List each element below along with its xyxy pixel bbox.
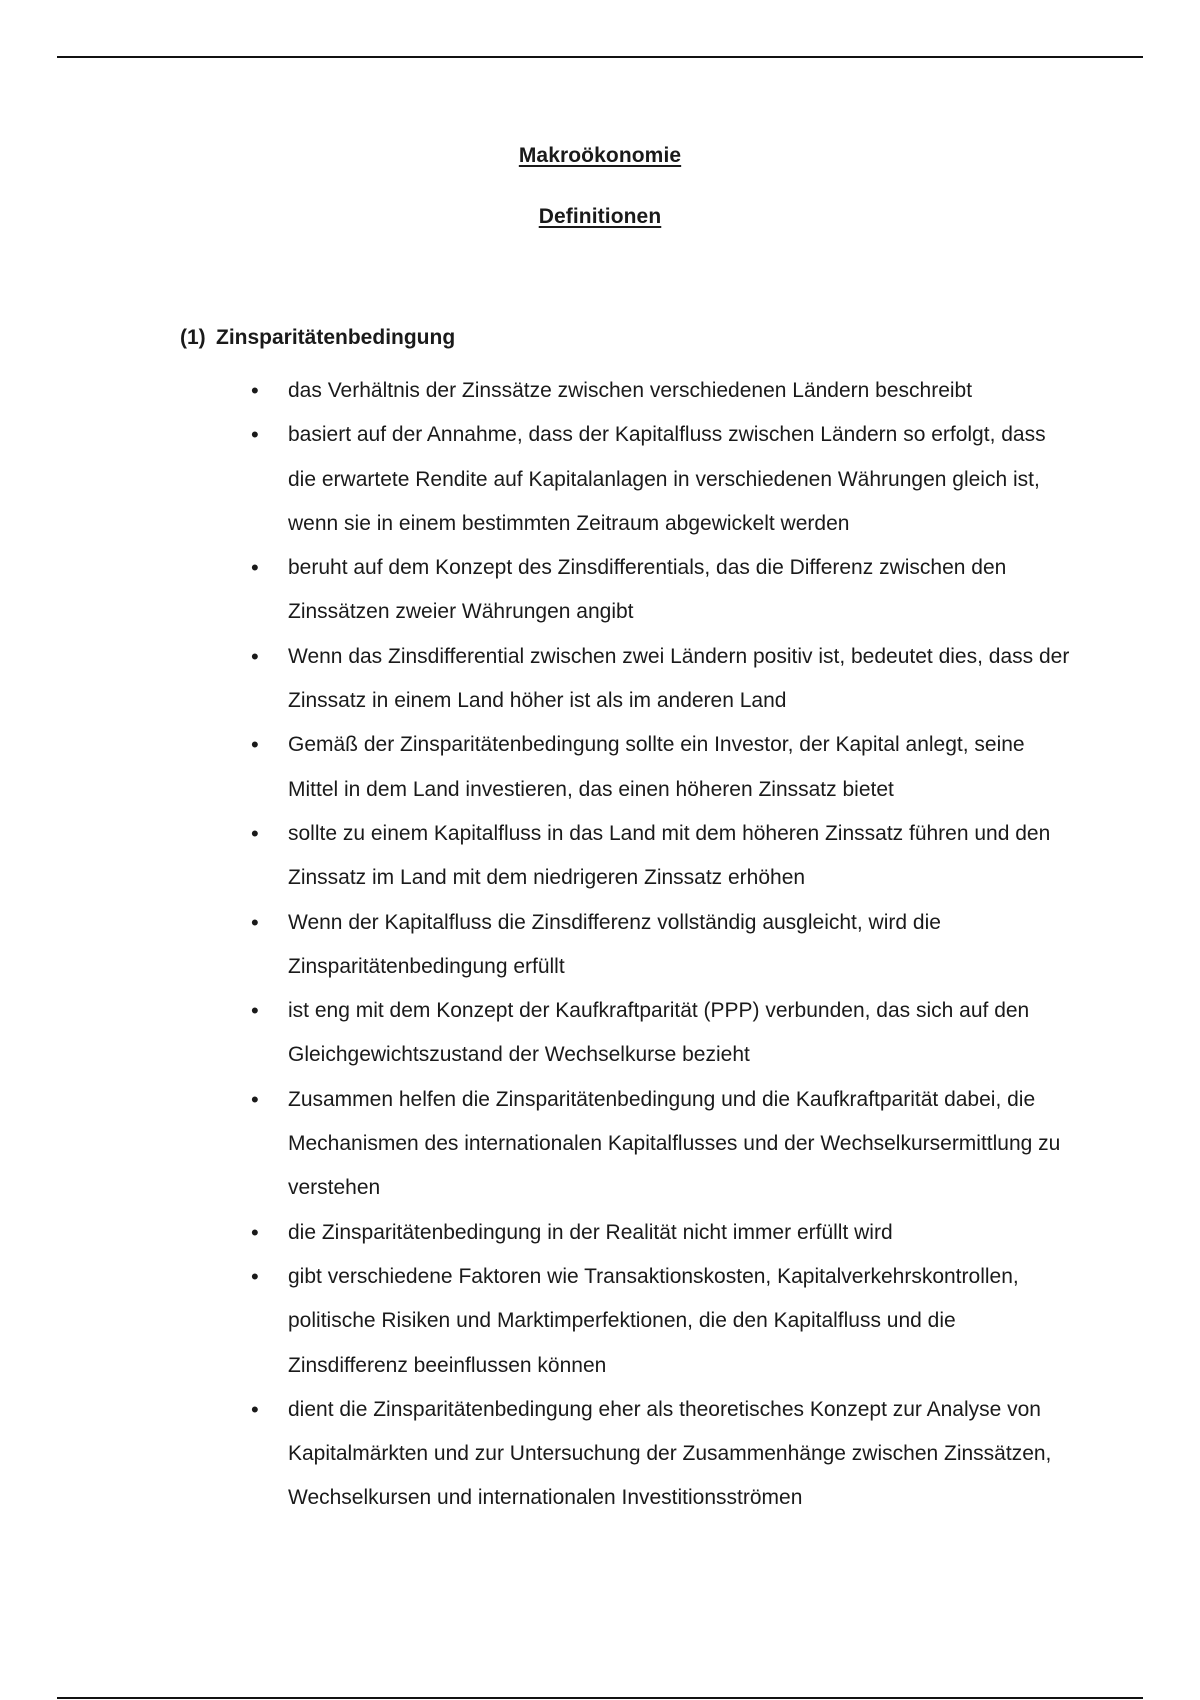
list-item-text: das Verhältnis der Zinssätze zwischen verschiedenen Ländern beschreibt [288, 379, 973, 402]
bullet-icon: • [251, 1086, 259, 1112]
list-item [251, 369, 1078, 413]
list-item [251, 1255, 1078, 1388]
definition-bullet-list [251, 369, 1078, 1521]
section-title: Zinsparitätenbedingung [216, 326, 456, 349]
bullet-icon: • [251, 732, 259, 758]
section-number: (1) [180, 326, 206, 349]
list-item-text: basiert auf der Annahme, dass der Kapitalfluss zwischen Ländern so erfolgt, dass die erwartete Rendite auf Kapitalanlagen in verschiedenen Währungen gleich ist, wenn sie in einem bestimmten Zeitraum abgewickelt werden [288, 423, 1046, 535]
bullet-icon: • [251, 643, 259, 669]
list-item-text: Gemäß der Zinsparitätenbedingung sollte ein Investor, der Kapital anlegt, seine Mittel in dem Land investieren, das einen höheren Zinssatz bietet [288, 733, 1025, 801]
list-item [251, 1211, 1078, 1255]
list-item [251, 812, 1078, 901]
bullet-icon: • [251, 909, 259, 935]
list-item-text: sollte zu einem Kapitalfluss in das Land mit dem höheren Zinssatz führen und den Zinssatz im Land mit dem niedrigeren Zinssatz erhöhen [288, 821, 1051, 890]
list-item-text: Wenn das Zinsdifferential zwischen zwei Ländern positiv ist, bedeutet dies, dass der Zinssatz in einem Land höher ist als im anderen Land [288, 644, 1070, 713]
list-item-text: die Zinsparitätenbedingung in der Realität nicht immer erfüllt wird [288, 1220, 893, 1244]
bullet-icon: • [251, 1263, 259, 1289]
header-rule [57, 56, 1143, 58]
list-item [251, 723, 1078, 812]
list-item [251, 1078, 1078, 1211]
bullet-icon: • [251, 998, 259, 1024]
list-item [251, 635, 1078, 724]
list-item [251, 901, 1078, 990]
list-item-text: Zusammen helfen die Zinsparitätenbedingung und die Kaufkraftparität dabei, die Mechanismen des internationalen Kapitalflusses und der Wechselkursermittlung zu verstehen [288, 1087, 1061, 1200]
bullet-icon: • [251, 1219, 259, 1245]
page-title: Makroökonomie [518, 144, 682, 167]
list-item-text: beruht auf dem Konzept des Zinsdifferentials, das die Differenz zwischen den Zinssätzen zweier Währungen angibt [288, 556, 1007, 624]
list-item [251, 1388, 1078, 1521]
list-item [251, 546, 1078, 635]
bullet-icon: • [251, 422, 259, 448]
list-item-text: dient die Zinsparitätenbedingung eher als theoretisches Konzept zur Analyse von Kapitalmärkten und zur Untersuchung der Zusammenhänge zwischen Zinssätzen, Wechselkursen und internationalen Investitionsströmen [288, 1397, 1052, 1510]
list-item [251, 413, 1078, 546]
page-subtitle: Definitionen [538, 205, 662, 228]
bullet-icon: • [251, 1396, 259, 1422]
footer-rule [57, 1697, 1143, 1699]
bullet-icon: • [251, 555, 259, 581]
bullet-icon: • [251, 820, 259, 846]
list-item-text: gibt verschiedene Faktoren wie Transaktionskosten, Kapitalverkehrskontrollen, politische Risiken und Marktimperfektionen, die den Kapitalfluss und die Zinsdifferenz beeinflussen können [288, 1264, 1019, 1377]
section-heading [180, 326, 455, 350]
bullet-icon: • [251, 378, 259, 403]
list-item [251, 989, 1078, 1078]
list-item-text: Wenn der Kapitalfluss die Zinsdifferenz vollständig ausgleicht, wird die Zinsparitätenbedingung erfüllt [288, 910, 941, 978]
list-item-text: ist eng mit dem Konzept der Kaufkraftparität (PPP) verbunden, das sich auf den Gleichgewichtszustand der Wechselkurse bezieht [288, 999, 1030, 1067]
